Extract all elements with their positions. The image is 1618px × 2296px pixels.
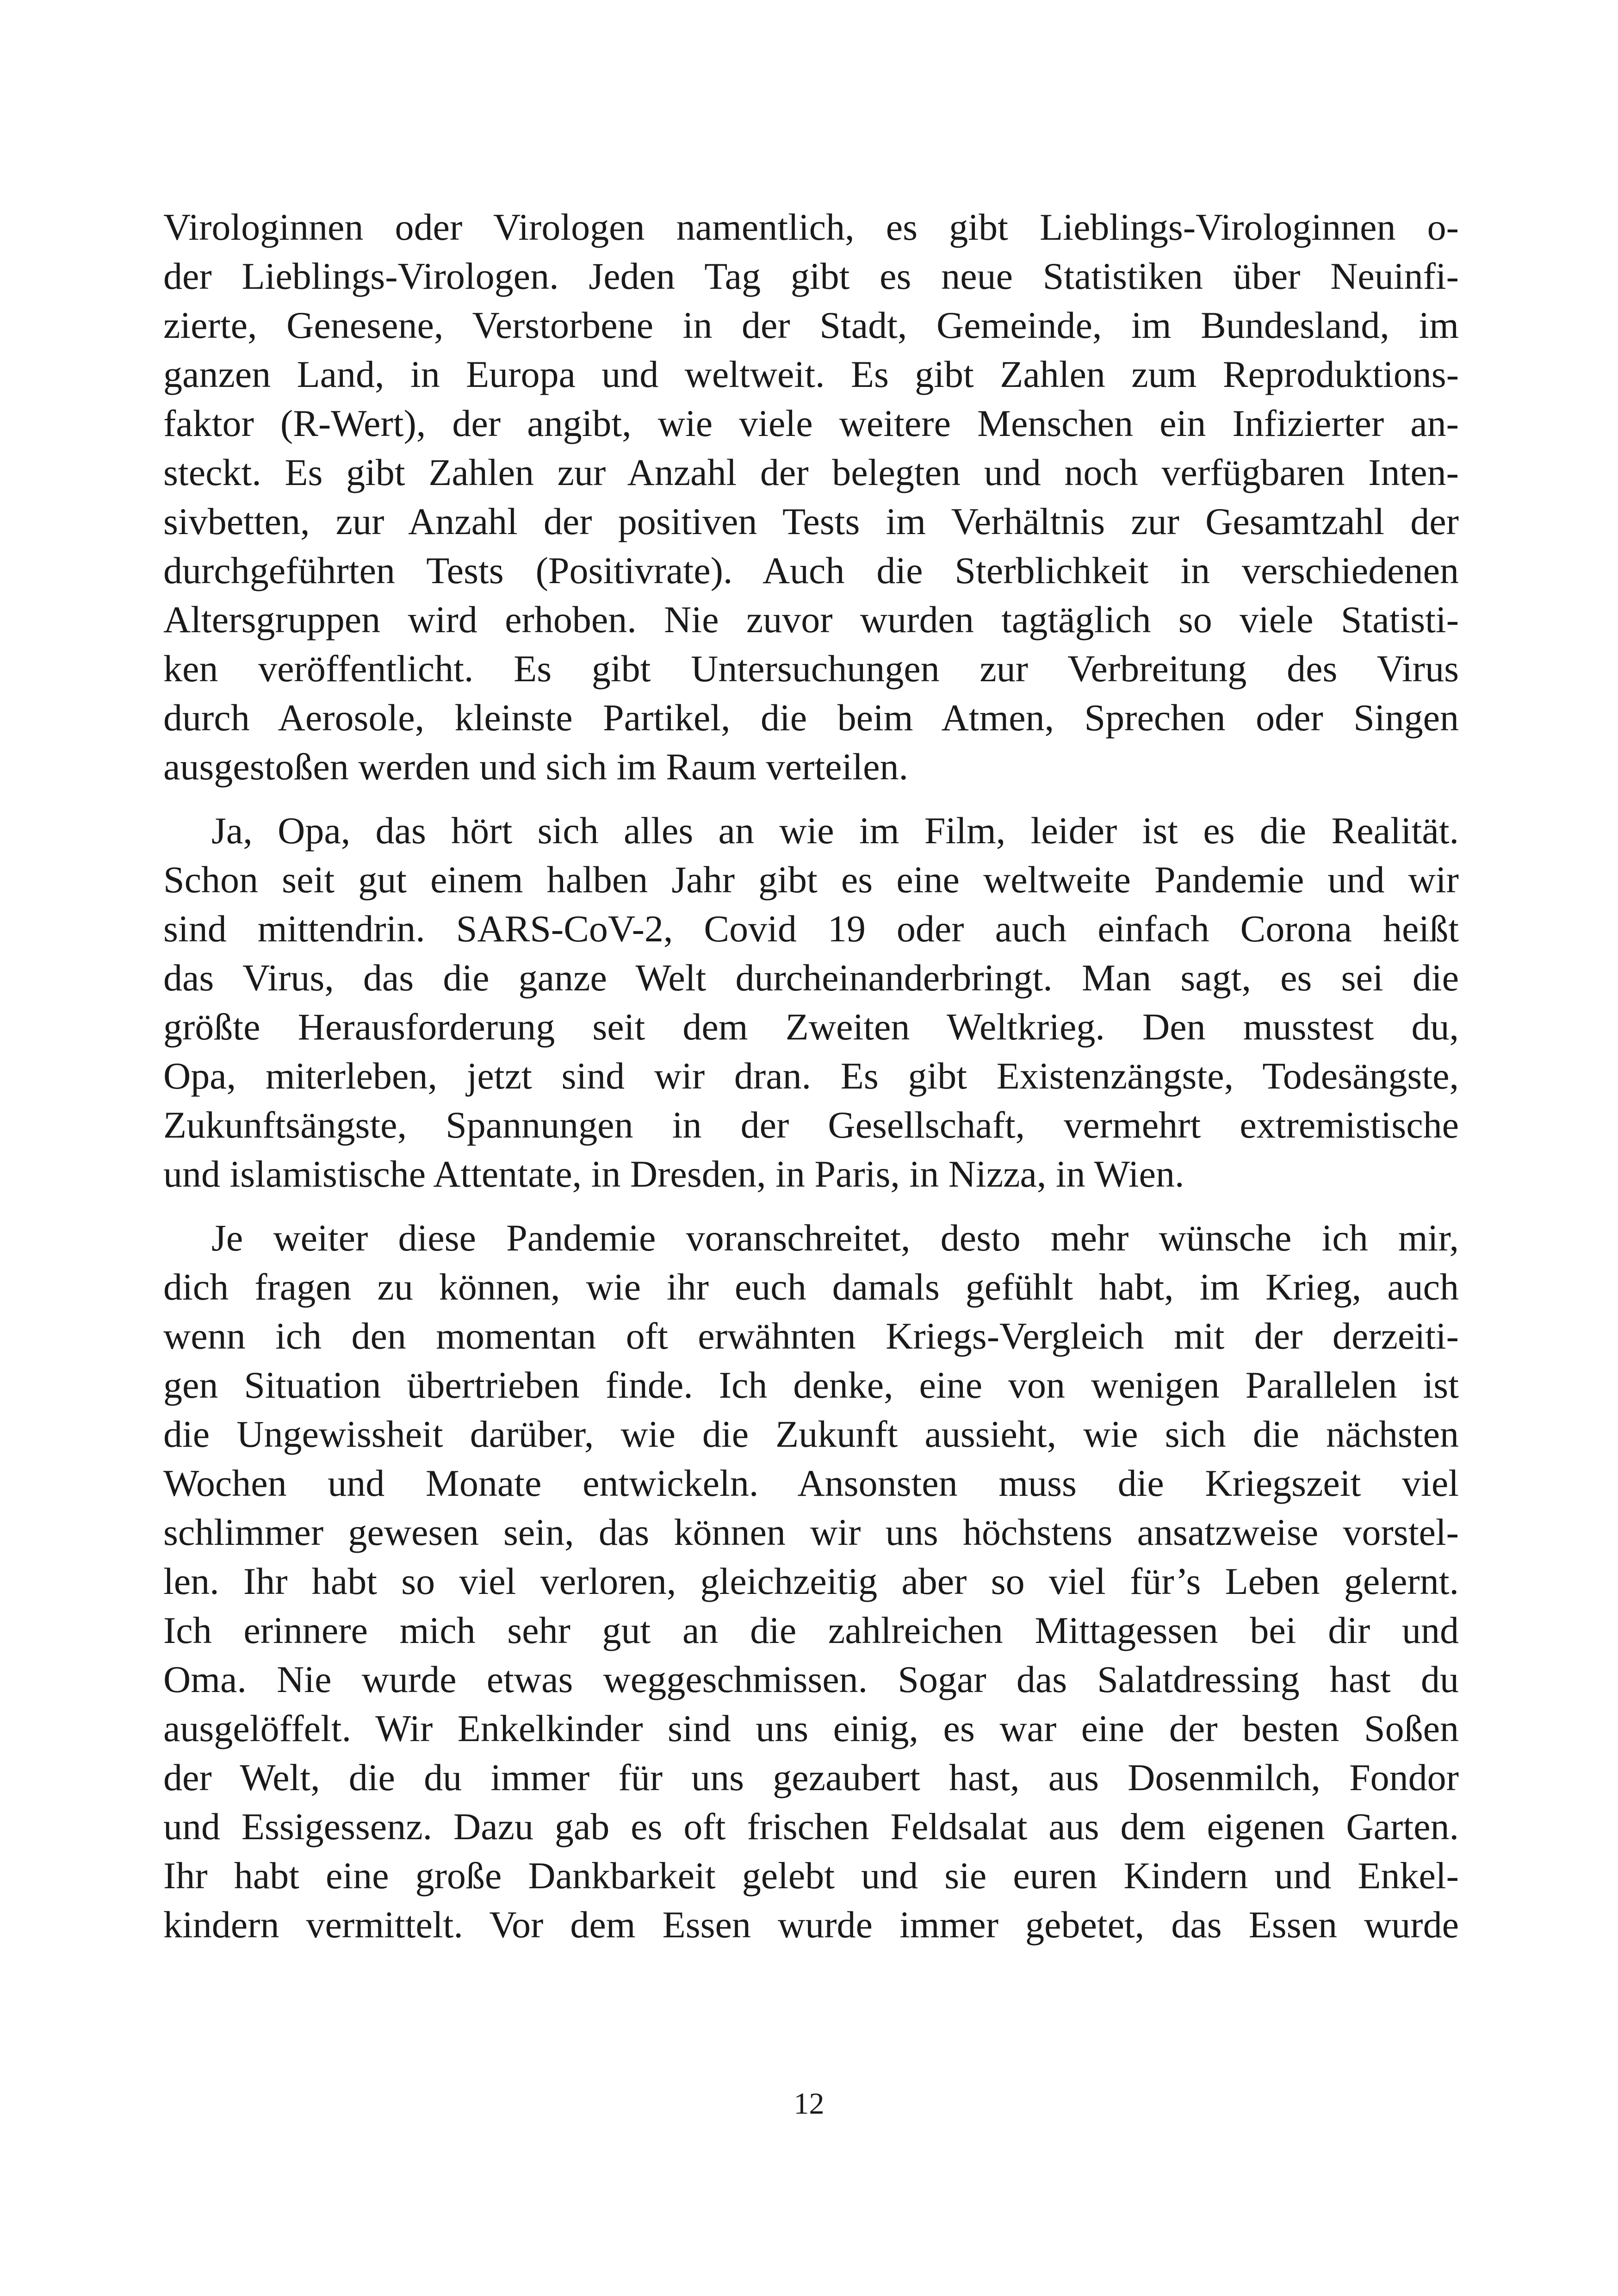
text-line: durch Aerosole, kleinste Partikel, die beim Atmen, Sprechen oder Singen xyxy=(163,697,1459,739)
text-line: sivbetten, zur Anzahl der positiven Tests im Verhältnis zur Gesamtzahl der xyxy=(163,500,1459,542)
paragraph-1 xyxy=(163,203,1459,791)
text-line: steckt. Es gibt Zahlen zur Anzahl der belegten und noch verfügbaren Inten- xyxy=(163,451,1459,493)
text-line: Opa, miterleben, jetzt sind wir dran. Es gibt Existenzängste, Todesängste, xyxy=(163,1055,1459,1097)
text-line: der Welt, die du immer für uns gezaubert hast, aus Dosenmilch, Fondor xyxy=(163,1756,1459,1798)
text-line: ken veröffentlicht. Es gibt Untersuchungen zur Verbreitung des Virus xyxy=(163,647,1459,690)
text-line: durchgeführten Tests (Positivrate). Auch die Sterblichkeit in verschiedenen xyxy=(163,549,1459,591)
text-line: größte Herausforderung seit dem Zweiten Weltkrieg. Den musstest du, xyxy=(163,1006,1459,1048)
text-line: der Lieblings-Virologen. Jeden Tag gibt es neue Statistiken über Neuinfi- xyxy=(163,255,1459,297)
text-line: Wochen und Monate entwickeln. Ansonsten muss die Kriegszeit viel xyxy=(163,1462,1459,1504)
text-line: das Virus, das die ganze Welt durcheinanderbringt. Man sagt, es sei die xyxy=(163,957,1459,999)
text-line: Altersgruppen wird erhoben. Nie zuvor wurden tagtäglich so viele Statisti- xyxy=(163,598,1459,641)
text-line: Ihr habt eine große Dankbarkeit gelebt und sie euren Kindern und Enkel- xyxy=(163,1854,1459,1897)
text-line: ausgelöffelt. Wir Enkelkinder sind uns einig, es war eine der besten Soßen xyxy=(163,1707,1459,1749)
text-line: kindern vermittelt. Vor dem Essen wurde immer gebetet, das Essen wurde xyxy=(163,1904,1459,1946)
text-line: die Ungewissheit darüber, wie die Zukunft aussieht, wie sich die nächsten xyxy=(163,1413,1459,1455)
text-line: und islamistische Attentate, in Dresden, in Paris, in Nizza, in Wien. xyxy=(163,1153,1184,1195)
text-line: ausgestoßen werden und sich im Raum verteilen. xyxy=(163,746,908,788)
text-line: zierte, Genesene, Verstorbene in der Stadt, Gemeinde, im Bundesland, im xyxy=(163,304,1459,346)
body-text xyxy=(163,203,1459,1964)
text-line: Virologinnen oder Virologen namentlich, es gibt Lieblings-Virologinnen o- xyxy=(163,206,1459,248)
page-number: 12 xyxy=(794,2087,824,2121)
text-line: faktor (R-Wert), der angibt, wie viele weitere Menschen ein Infizierter an- xyxy=(163,402,1459,444)
text-line: Ich erinnere mich sehr gut an die zahlreichen Mittagessen bei dir und xyxy=(163,1609,1459,1651)
text-line: schlimmer gewesen sein, das können wir uns höchstens ansatzweise vorstel- xyxy=(163,1511,1459,1553)
text-line: Ja, Opa, das hört sich alles an wie im Film, leider ist es die Realität. xyxy=(211,809,1459,852)
paragraph-2 xyxy=(163,806,1459,1199)
text-line: Je weiter diese Pandemie voranschreitet, desto mehr wünsche ich mir, xyxy=(211,1217,1459,1259)
text-line: len. Ihr habt so viel verloren, gleichzeitig aber so viel für’s Leben gelernt. xyxy=(163,1560,1459,1602)
text-line: gen Situation übertrieben finde. Ich denke, eine von wenigen Parallelen ist xyxy=(163,1364,1459,1406)
text-line: ganzen Land, in Europa und weltweit. Es gibt Zahlen zum Reproduktions- xyxy=(163,353,1459,395)
text-line: Oma. Nie wurde etwas weggeschmissen. Sogar das Salatdressing hast du xyxy=(163,1658,1459,1700)
text-line: Schon seit gut einem halben Jahr gibt es eine weltweite Pandemie und wir xyxy=(163,859,1459,901)
text-line: wenn ich den momentan oft erwähnten Kriegs-Vergleich mit der derzeiti- xyxy=(163,1315,1459,1357)
text-line: Zukunftsängste, Spannungen in der Gesellschaft, vermehrt extremistische xyxy=(163,1104,1459,1146)
text-line: und Essigessenz. Dazu gab es oft frischen Feldsalat aus dem eigenen Garten. xyxy=(163,1805,1459,1848)
text-line: dich fragen zu können, wie ihr euch damals gefühlt habt, im Krieg, auch xyxy=(163,1266,1459,1308)
text-line: sind mittendrin. SARS-CoV-2, Covid 19 oder auch einfach Corona heißt xyxy=(163,908,1459,950)
paragraph-3 xyxy=(163,1213,1459,1949)
